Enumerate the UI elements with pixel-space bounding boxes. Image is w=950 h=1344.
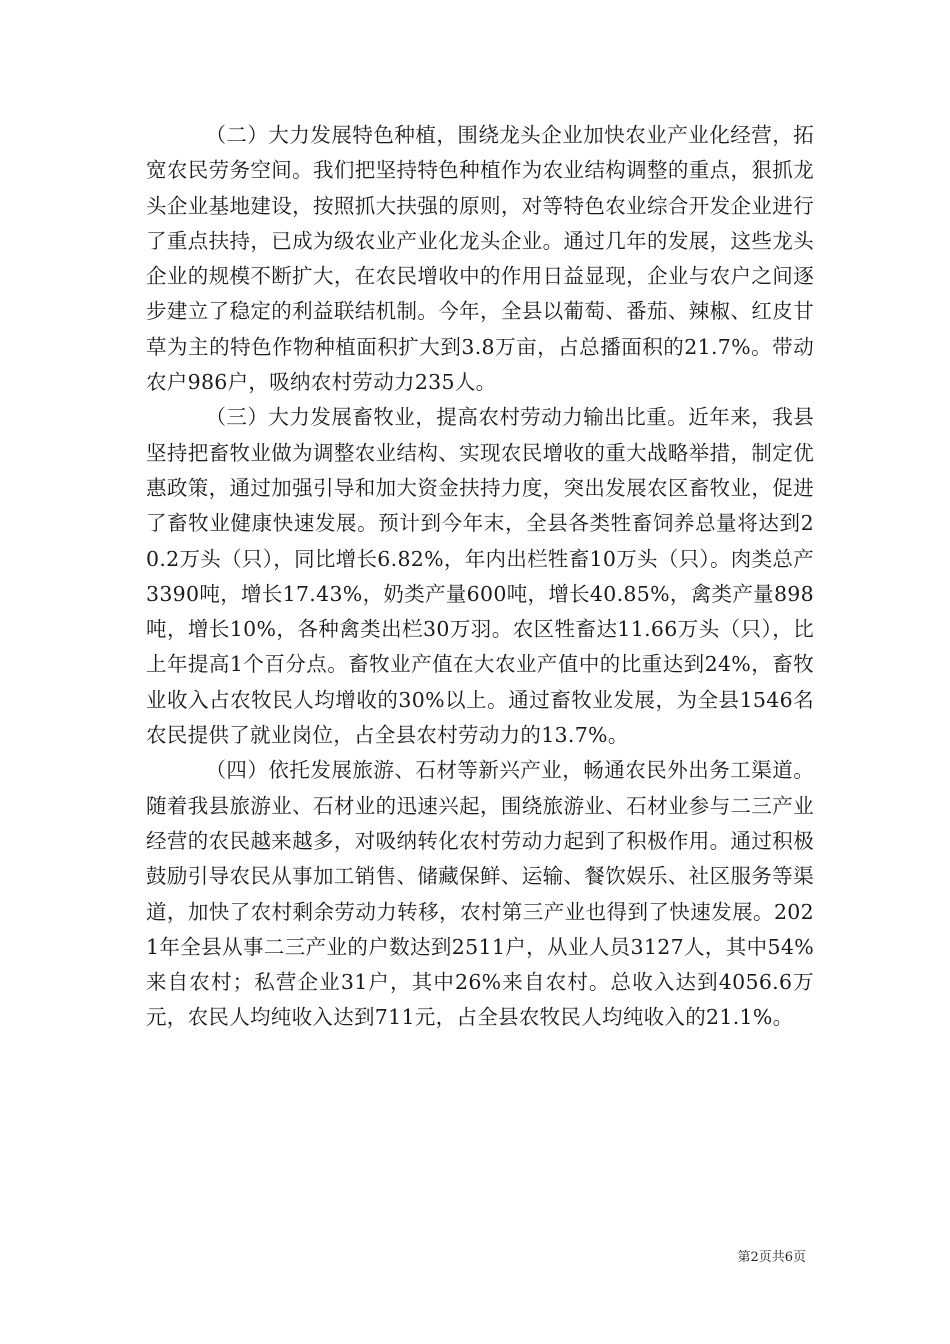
paragraph-specialty-planting: （二）大力发展特色种植，围绕龙头企业加快农业产业化经营，拓宽农民劳务空间。我们把坚持特色种植作为农业结构调整的重点，狠抓龙头企业基地建设，按照抓大扶强的原则，对等特色农业综合开发企业进行了重点扶持，已成为级农业产业化龙头企业。通过几年的发展，这些龙头企业的规模不断扩大，在农民增收中的作用日益显现，企业与农户之间逐步建立了稳定的利益联结机制。今年，全县以葡萄、番茄、辣椒、红皮甘草为主的特色作物种植面积扩大到3.8万亩，占总播面积的21.7%。带动农户986户，吸纳农村劳动力235人。: [146, 123, 814, 395]
paragraph-animal-husbandry: （三）大力发展畜牧业，提高农村劳动力输出比重。近年来，我县坚持把畜牧业做为调整农业结构、实现农民增收的重大战略举措，制定优惠政策，通过加强引导和加大资金扶持力度，突出发展农区畜牧业，促进了畜牧业健康快速发展。预计到今年末，全县各类牲畜饲养总量将达到20.2万头（只），同比增长6.82%，年内出栏牲畜10万头（只）。肉类总产3390吨，增长17.43%，奶类产量600吨，增长40.85%，禽类产量898吨，增长10%，各种禽类出栏30万羽。农区牲畜达11.66万头（只），比上年提高1个百分点。畜牧业产值在大农业产值中的比重达到24%，畜牧业收入占农牧民人均增收的30%以上。通过畜牧业发展，为全县1546名农民提供了就业岗位，占全县农村劳动力的13.7%。: [146, 405, 814, 748]
document-body: [146, 118, 814, 1036]
page-number: 第2页共6页: [737, 1250, 806, 1265]
paragraph-tourism-stone: （四）依托发展旅游、石材等新兴产业，畅通农民外出务工渠道。随着我县旅游业、石材业的迅速兴起，围绕旅游业、石材业参与二三产业经营的农民越来越多，对吸纳转化农村劳动力起到了积极作用。通过积极鼓励引导农民从事加工销售、储藏保鲜、运输、餐饮娱乐、社区服务等渠道，加快了农村剩余劳动力转移，农村第三产业也得到了快速发展。2021年全县从事二三产业的户数达到2511户，从业人员3127人，其中54%来自农村；私营企业31户，其中26%来自农村。总收入达到4056.6万元，农民人均纯收入达到711元，占全县农牧民人均纯收入的21.1%。: [146, 758, 814, 1030]
